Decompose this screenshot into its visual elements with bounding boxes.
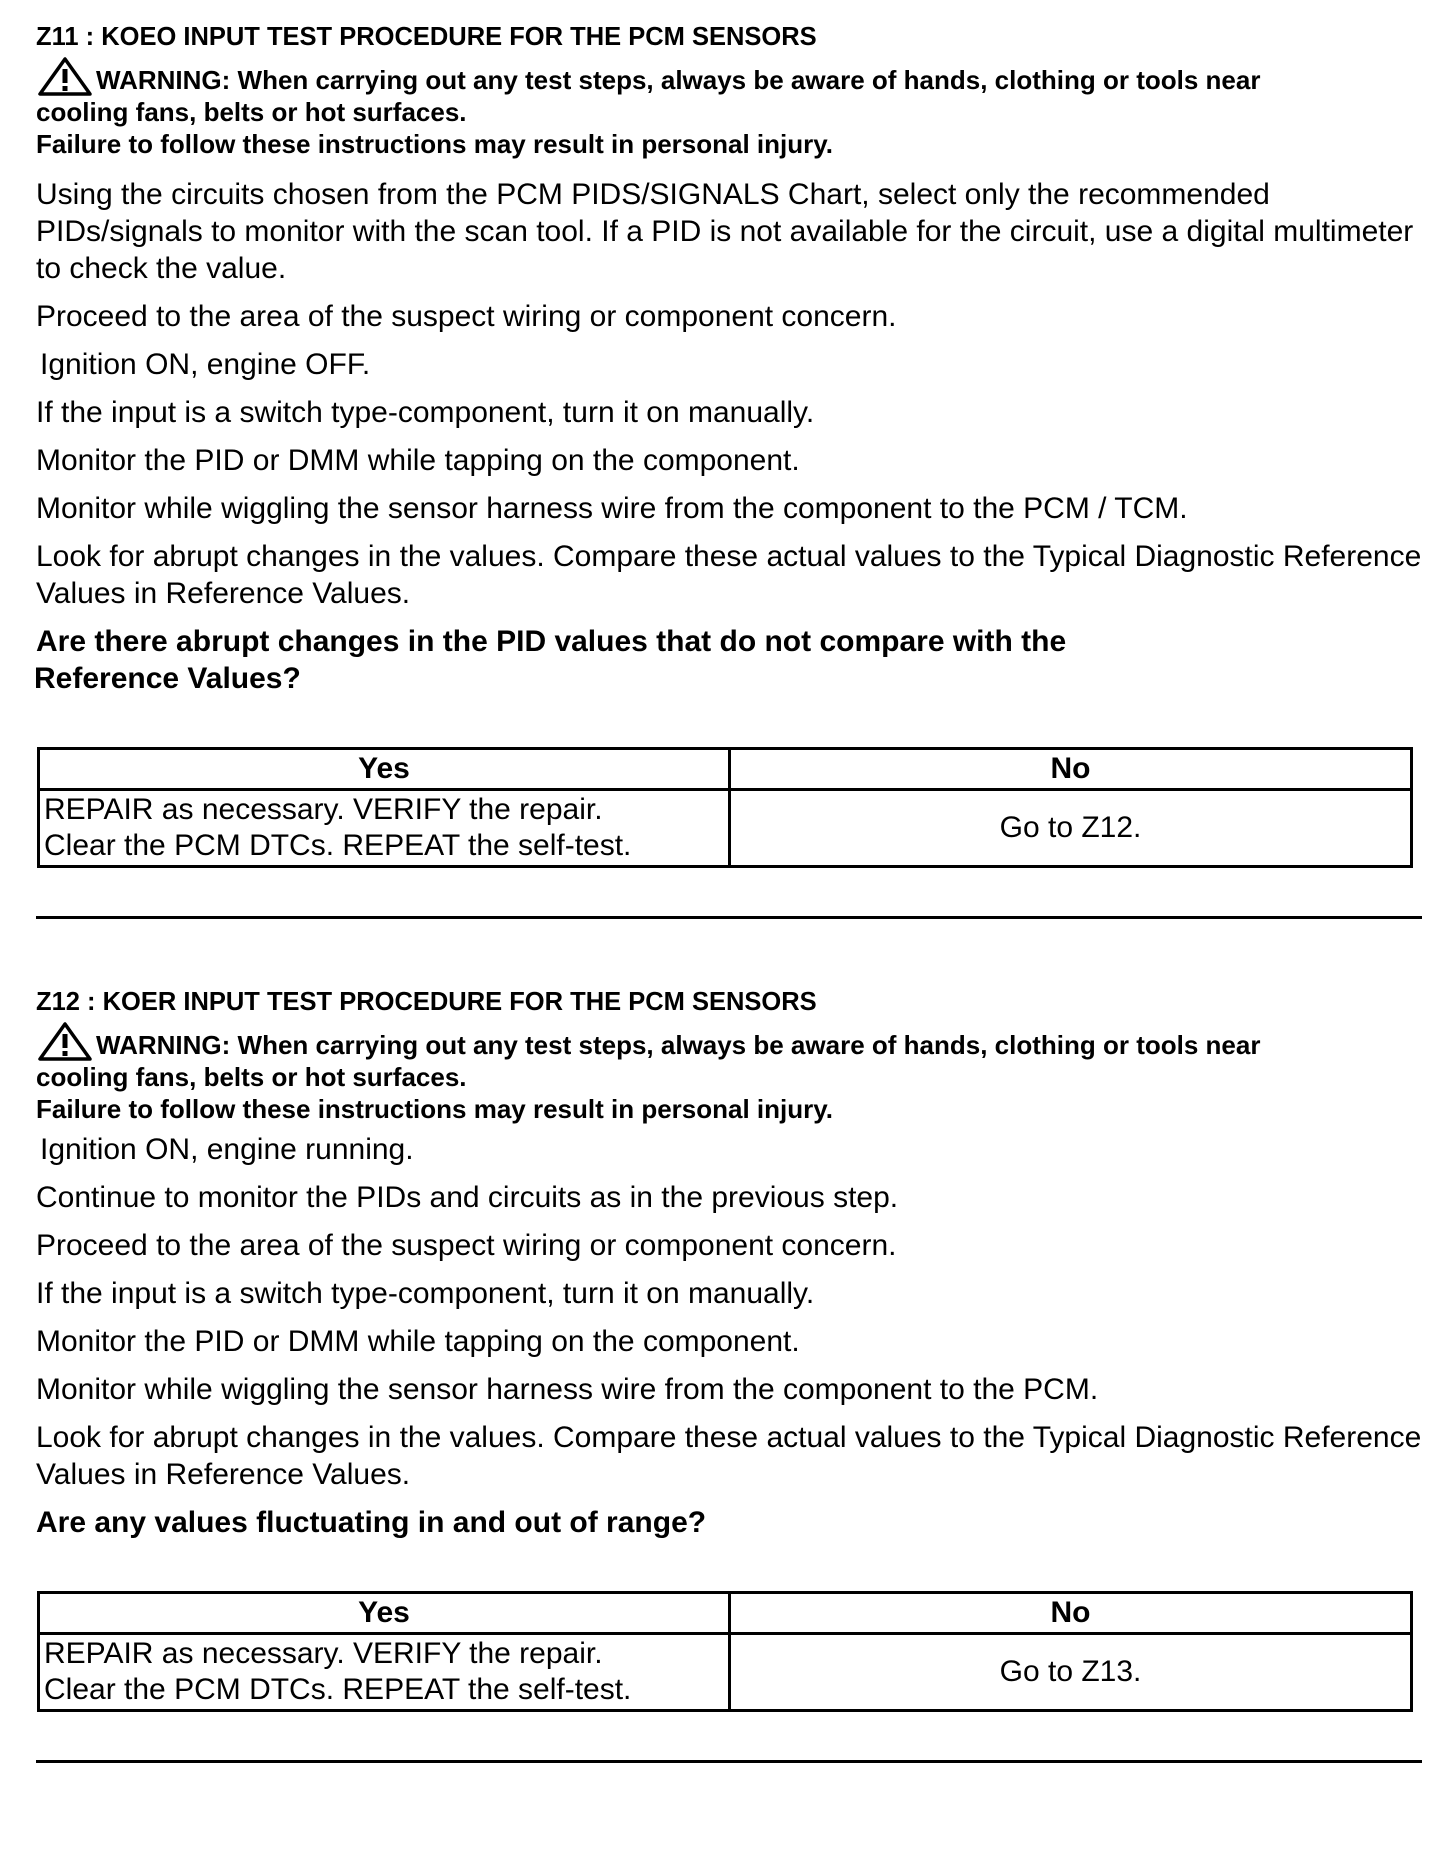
warning-consequence: Failure to follow these instructions may result in personal injury. xyxy=(36,129,833,159)
diagnostic-question xyxy=(36,623,1422,697)
section-z12 xyxy=(36,985,1422,1763)
section-heading: Z11 : KOEO INPUT TEST PROCEDURE FOR THE PCM SENSORS xyxy=(36,23,817,51)
yes-action-line: REPAIR as necessary. VERIFY the repair. xyxy=(44,793,603,826)
table-row xyxy=(39,790,1412,867)
warning-first-line xyxy=(36,1029,1422,1061)
section-divider xyxy=(36,916,1422,919)
document-page xyxy=(36,20,1422,1763)
table-row xyxy=(39,1634,1412,1711)
warning-block xyxy=(36,64,1422,160)
procedure-step: Look for abrupt changes in the values. Compare these actual values to the Typical Diagnostic Reference Values in Reference Values. xyxy=(36,1421,1422,1491)
warning-consequence: Failure to follow these instructions may result in personal injury. xyxy=(36,1094,833,1124)
procedure-step: Monitor while wiggling the sensor harness wire from the component to the PCM. xyxy=(36,1373,1099,1406)
table-header-row xyxy=(39,749,1412,790)
procedure-step: If the input is a switch type-component, turn it on manually. xyxy=(36,396,815,429)
warning-first-line xyxy=(36,64,1422,96)
warning-text: WARNING: When carrying out any test steps, always be aware of hands, clothing or tools near xyxy=(96,65,1261,95)
no-header: No xyxy=(730,1593,1412,1634)
warning-text: cooling fans, belts or hot surfaces. xyxy=(36,97,467,127)
yes-action-line: REPAIR as necessary. VERIFY the repair. xyxy=(44,1637,603,1670)
yes-action-cell xyxy=(39,1634,730,1711)
warning-triangle-icon xyxy=(36,56,94,98)
procedure-step: Proceed to the area of the suspect wiring or component concern. xyxy=(36,300,897,333)
procedure-step: Proceed to the area of the suspect wiring or component concern. xyxy=(36,1229,897,1262)
no-action-cell: Go to Z12. xyxy=(730,790,1412,867)
section-z11 xyxy=(36,20,1422,919)
procedure-step: Using the circuits chosen from the PCM PIDS/SIGNALS Chart, select only the recommended PIDs/signals to monitor with the scan tool. If a PID is not available for the circuit, use a digital multimeter to check the value. xyxy=(36,178,1414,285)
no-action-cell: Go to Z13. xyxy=(730,1634,1412,1711)
procedure-step: Ignition ON, engine OFF. xyxy=(40,348,371,381)
result-table xyxy=(37,1591,1413,1712)
procedure-step: Continue to monitor the PIDs and circuits as in the previous step. xyxy=(36,1181,899,1214)
no-header: No xyxy=(730,749,1412,790)
procedure-step: Monitor while wiggling the sensor harness wire from the component to the PCM / TCM. xyxy=(36,492,1188,525)
question-line: Are there abrupt changes in the PID values that do not compare with the xyxy=(36,625,1067,658)
question-line: Are any values fluctuating in and out of range? xyxy=(36,1506,707,1539)
yes-action-line: Clear the PCM DTCs. REPEAT the self-test. xyxy=(44,1673,632,1706)
question-line: Reference Values? xyxy=(34,662,301,695)
procedure-steps xyxy=(36,176,1422,612)
procedure-step: If the input is a switch type-component, turn it on manually. xyxy=(36,1277,815,1310)
procedure-step: Ignition ON, engine running. xyxy=(40,1133,414,1166)
warning-text: WARNING: When carrying out any test steps, always be aware of hands, clothing or tools near xyxy=(96,1030,1261,1060)
yes-action-line: Clear the PCM DTCs. REPEAT the self-test. xyxy=(44,829,632,862)
section-divider xyxy=(36,1760,1422,1763)
warning-block xyxy=(36,1029,1422,1125)
diagnostic-question xyxy=(36,1504,1422,1541)
warning-text: cooling fans, belts or hot surfaces. xyxy=(36,1062,467,1092)
table-header-row xyxy=(39,1593,1412,1634)
procedure-step: Look for abrupt changes in the values. Compare these actual values to the Typical Diagnostic Reference Values in Reference Values. xyxy=(36,540,1422,610)
yes-header: Yes xyxy=(39,1593,730,1634)
section-heading: Z12 : KOER INPUT TEST PROCEDURE FOR THE PCM SENSORS xyxy=(36,988,817,1016)
procedure-step: Monitor the PID or DMM while tapping on the component. xyxy=(36,1325,800,1358)
warning-triangle-icon xyxy=(36,1021,94,1063)
yes-header: Yes xyxy=(39,749,730,790)
procedure-step: Monitor the PID or DMM while tapping on the component. xyxy=(36,444,800,477)
yes-action-cell xyxy=(39,790,730,867)
procedure-steps xyxy=(36,1131,1422,1493)
result-table xyxy=(37,747,1413,868)
